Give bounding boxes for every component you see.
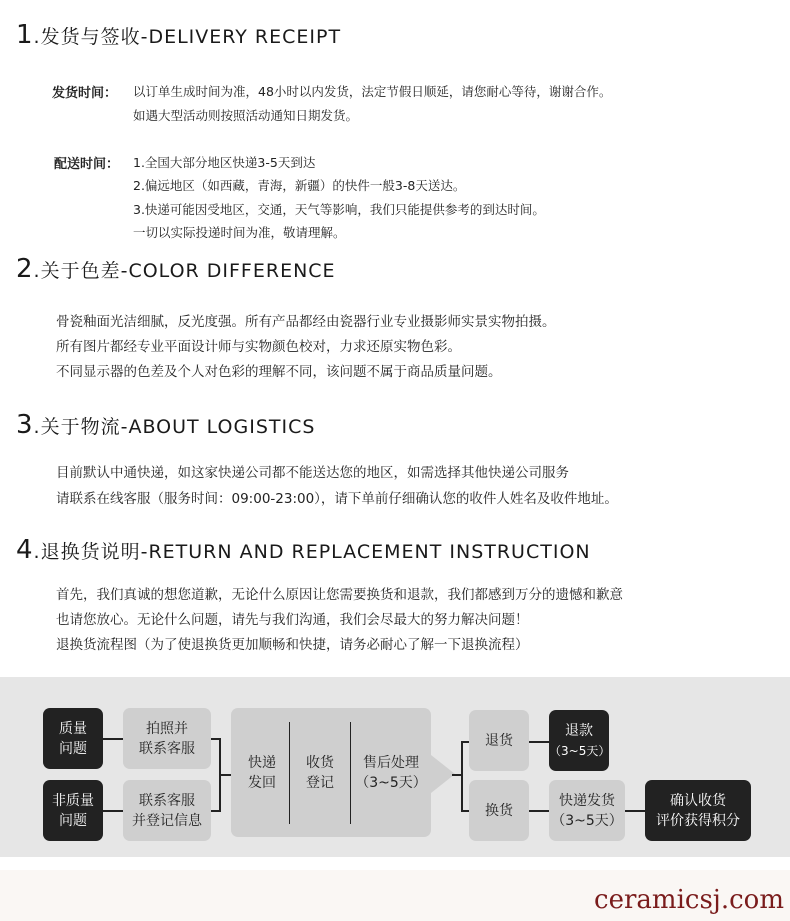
express-ship-line-2: （3~5天）: [551, 812, 623, 829]
non-quality-issue-line-1: 非质量: [52, 792, 94, 809]
returns-line-2: 也请您放心。无论什么问题，请先与我们沟通，我们会尽最大的努力解决问题！: [56, 612, 529, 628]
watermark: ceramicsj.com: [594, 885, 784, 915]
logistics-line-2: 请联系在线客服（服务时间：09:00-23:00），请下单前仔细确认您的收件人姓名及收件地址。: [56, 491, 618, 507]
quality-issue-box: [43, 708, 103, 769]
connector-line: [103, 810, 123, 812]
photo-contact-line-2: 联系客服: [139, 740, 195, 757]
connector-line: [219, 774, 231, 776]
connector-line: [103, 738, 123, 740]
returns-line-1: 首先，我们真诚的想您道歉，无论什么原因让您需要换货和退款，我们都感到万分的遗憾和歉意: [56, 587, 623, 603]
ship-time-line-1: 以订单生成时间为准，48小时以内发货，法定节假日顺延，请您耐心等待，谢谢合作。: [133, 84, 612, 99]
ship-back-line-1: 快递: [248, 754, 276, 771]
connector-line: [461, 741, 463, 811]
panel-divider: [350, 722, 351, 824]
non-quality-issue-line-2: 问题: [59, 812, 87, 829]
section-3-title: [16, 410, 315, 440]
contact-register-line-2: 并登记信息: [132, 812, 202, 829]
color-line-3: 不同显示器的色差及个人对色彩的理解不同，该问题不属于商品质量问题。: [56, 364, 502, 380]
ship-time-label: 发货时间：: [52, 86, 118, 101]
after-sales-step: [352, 708, 430, 837]
refund-line-2: （3~5天）: [549, 743, 611, 758]
contact-register-line-1: 联系客服: [139, 792, 195, 809]
express-ship-line-1: 快递发货: [558, 792, 615, 809]
section-1-title: [16, 20, 341, 50]
section-4-title: [16, 535, 591, 565]
section-1-heading: .发货与签收-DELIVERY RECEIPT: [33, 26, 342, 48]
section-2-heading: .关于色差-COLOR DIFFERENCE: [33, 260, 336, 282]
ship-back-line-2: 发回: [248, 774, 276, 791]
section-1-number: 1: [16, 20, 34, 50]
transit-time-line-3: 3.快递可能因受地区，交通，天气等影响，我们只能提供参考的到达时间。: [133, 202, 545, 217]
transit-time-line-2: 2.偏远地区（如西藏，青海，新疆）的快件一般3-8天送达。: [133, 178, 466, 193]
color-line-2: 所有图片都经专业平面设计师与实物颜色校对，力求还原实物色彩。: [56, 339, 461, 355]
confirm-receipt-line-1: 确认收货: [670, 792, 726, 809]
section-3-heading: .关于物流-ABOUT LOGISTICS: [33, 416, 316, 438]
confirm-receipt-line-2: 评价获得积分: [656, 812, 740, 829]
return-flowchart: [0, 677, 790, 857]
connector-line: [529, 810, 549, 812]
after-sales-line-1: 售后处理: [362, 754, 419, 771]
return-goods-label: 退货: [485, 732, 513, 749]
connector-line: [461, 810, 469, 812]
quality-issue-line-2: 问题: [59, 740, 87, 757]
quality-issue-line-1: 质量: [59, 720, 87, 737]
connector-line: [529, 741, 549, 743]
section-4-heading: .退换货说明-RETURN AND REPLACEMENT INSTRUCTION: [33, 541, 591, 563]
contact-register-box: [123, 780, 211, 841]
return-goods-box: [469, 710, 529, 771]
section-4-number: 4: [16, 535, 34, 565]
express-ship-box: [549, 780, 625, 841]
receive-register-step: [291, 708, 349, 837]
after-sales-line-2: （3~5天）: [355, 774, 427, 791]
ship-time-line-2: 如遇大型活动则按照活动通知日期发货。: [133, 108, 359, 123]
refund-box: [549, 710, 609, 771]
transit-time-label: 配送时间：: [54, 157, 120, 172]
section-2-title: [16, 254, 336, 284]
exchange-goods-label: 换货: [485, 802, 513, 819]
transit-time-line-1: 1.全国大部分地区快递3-5天到达: [133, 155, 316, 170]
color-line-1: 骨瓷釉面光洁细腻，反光度强。所有产品都经由瓷器行业专业摄影师实景实物拍摄。: [56, 314, 556, 330]
photo-contact-line-1: 拍照并: [146, 720, 188, 737]
receive-register-line-2: 登记: [306, 774, 334, 791]
returns-line-3: 退换货流程图（为了使退换货更加顺畅和快捷，请务必耐心了解一下退换流程）: [56, 637, 529, 653]
photo-contact-box: [123, 708, 211, 769]
logistics-line-1: 目前默认中通快递，如这家快递公司都不能送达您的地区，如需选择其他快递公司服务: [56, 465, 569, 481]
transit-time-line-4: 一切以实际投递时间为准，敬请理解。: [133, 225, 346, 240]
section-2-number: 2: [16, 254, 34, 284]
section-3-number: 3: [16, 410, 34, 440]
connector-line: [461, 741, 469, 743]
confirm-receipt-box: [645, 780, 751, 841]
refund-line-1: 退款: [565, 722, 593, 739]
ship-back-step: [236, 708, 288, 837]
connector-line: [625, 810, 645, 812]
panel-divider: [289, 722, 290, 824]
non-quality-issue-box: [43, 780, 103, 841]
receive-register-line-1: 收货: [306, 754, 334, 771]
exchange-goods-box: [469, 780, 529, 841]
